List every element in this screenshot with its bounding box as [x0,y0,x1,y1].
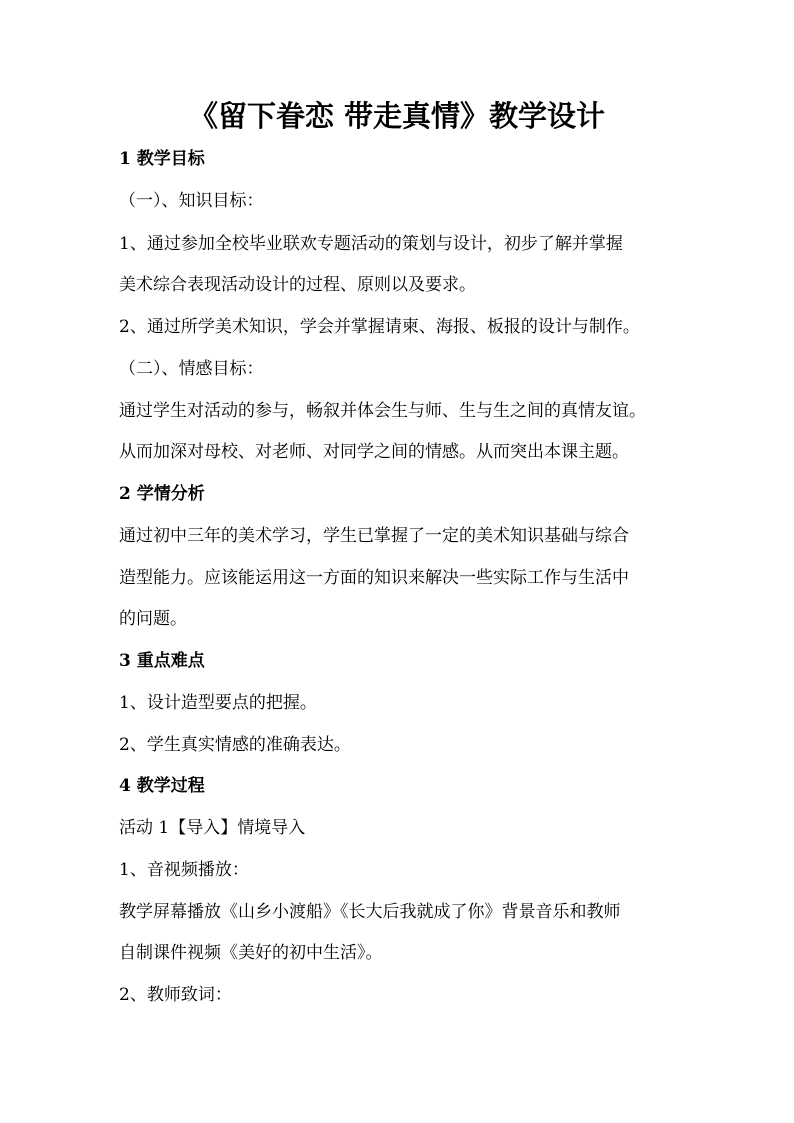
subheading-emotional-goals: （二）、情感目标： [119,359,264,379]
paragraph-line: 自制课件视频《美好的初中生活》。 [119,943,383,963]
activity-heading: 活动 1【导入】情境导入 [119,818,306,838]
paragraph-line: 2、学生真实情感的准确表达。 [119,735,351,755]
section-heading-teaching-goals: 1 教学目标 [119,149,205,169]
paragraph-line: 造型能力。应该能运用这一方面的知识来解决一些实际工作与生活中 [119,568,629,588]
paragraph-line: 2、通过所学美术知识，学会并掌握请柬、海报、板报的设计与制作。 [119,317,640,337]
paragraph-line: 通过学生对活动的参与，畅叙并体会生与师、生与生之间的真情友谊。 [119,401,646,421]
paragraph-line: 的问题。 [119,609,187,629]
paragraph-line: 通过初中三年的美术学习，学生已掌握了一定的美术知识基础与综合 [119,526,629,546]
subheading-knowledge-goals: （一）、知识目标： [119,191,264,211]
paragraph-line: 教学屏幕播放《山乡小渡船》《长大后我就成了你》背景音乐和教师 [119,902,621,922]
paragraph-line: 从而加深对母校、对老师、对同学之间的情感。从而突出本课主题。 [119,442,629,462]
paragraph-line: 美术综合表现活动设计的过程、原则以及要求。 [119,275,476,295]
section-heading-key-points: 3 重点难点 [119,651,205,671]
section-heading-student-analysis: 2 学情分析 [119,484,205,504]
paragraph-line: 1、设计造型要点的把握。 [119,693,317,713]
document-title: 《留下眷恋 带走真情》教学设计 [188,99,606,133]
section-heading-teaching-process: 4 教学过程 [119,776,205,796]
paragraph-line: 1、通过参加全校毕业联欢专题活动的策划与设计，初步了解并掌握 [119,234,623,254]
paragraph-line: 2、教师致词： [119,985,232,1005]
paragraph-line: 1、音视频播放： [119,860,249,880]
